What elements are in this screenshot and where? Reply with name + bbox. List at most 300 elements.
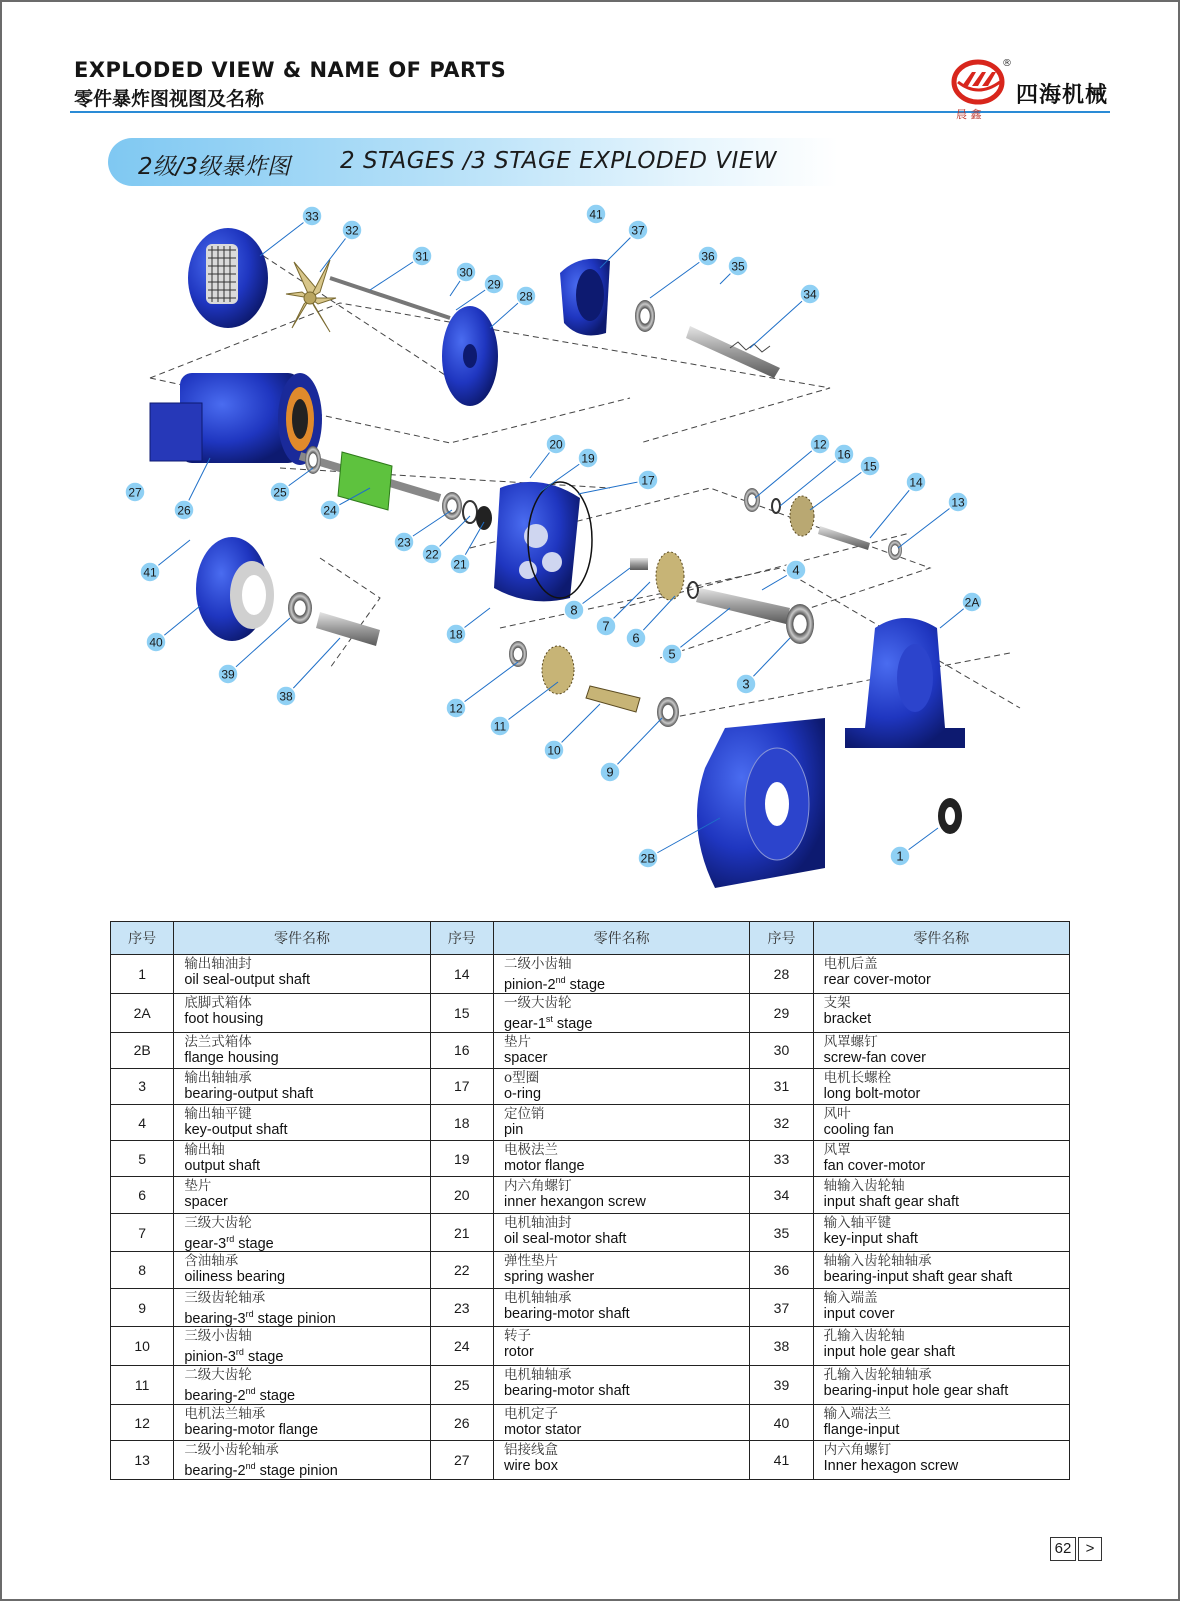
callout-17 xyxy=(638,470,658,490)
table-row xyxy=(111,1068,1070,1104)
part-name-en: long bolt-motor xyxy=(823,1085,921,1102)
part-name xyxy=(493,1177,749,1213)
part-number: 5 xyxy=(111,1141,174,1177)
svg-text:27: 27 xyxy=(128,485,142,500)
part-number: 8 xyxy=(111,1252,174,1288)
part-name xyxy=(493,993,749,1032)
callout-35 xyxy=(728,256,748,276)
callout-39 xyxy=(218,664,238,684)
foot-housing-part xyxy=(845,618,965,748)
part-name xyxy=(174,1032,430,1068)
part-name xyxy=(493,1366,749,1405)
exploded-view-diagram xyxy=(130,198,1050,903)
part-number: 12 xyxy=(111,1405,174,1441)
banner-title-en: 2 STAGES /3 STAGE EXPLODED VIEW xyxy=(340,148,778,174)
svg-text:2A: 2A xyxy=(964,595,980,610)
svg-text:10: 10 xyxy=(547,743,561,758)
part-name-cn: 风叶 xyxy=(823,1106,851,1123)
callout-2A xyxy=(962,592,982,612)
part-name-en: spacer xyxy=(184,1194,228,1211)
part-name xyxy=(813,1105,1069,1141)
callout-28 xyxy=(516,286,536,306)
bearing-39-part xyxy=(288,592,312,624)
part-name-cn: 弹性垫片 xyxy=(503,1253,558,1270)
svg-text:40: 40 xyxy=(149,635,163,650)
part-name xyxy=(813,1068,1069,1104)
part-name-cn: 输出轴 xyxy=(184,1142,225,1159)
part-name xyxy=(813,1032,1069,1068)
part-name-en: bearing-2nd stage xyxy=(184,1386,296,1405)
part-number: 31 xyxy=(750,1068,813,1104)
brand-name: 四海机械 xyxy=(1016,83,1109,108)
part-number: 35 xyxy=(750,1213,813,1252)
part-name-cn: o型圈 xyxy=(503,1069,540,1086)
callout-2B xyxy=(638,848,658,868)
part-name-cn: 三级大齿轮 xyxy=(184,1214,252,1231)
rotor-part xyxy=(300,446,440,510)
part-name-en: oil seal-output shaft xyxy=(184,972,311,988)
part-number: 24 xyxy=(430,1327,493,1366)
svg-text:28: 28 xyxy=(519,289,533,304)
part-number: 19 xyxy=(430,1141,493,1177)
svg-text:15: 15 xyxy=(863,459,877,474)
part-number: 7 xyxy=(111,1213,174,1252)
part-name-en: bearing-motor shaft xyxy=(503,1305,630,1322)
part-name-en: rotor xyxy=(503,1344,534,1361)
part-name-en: spring washer xyxy=(503,1269,595,1286)
part-number: 14 xyxy=(430,955,493,994)
part-name-en: pinion-3rd stage xyxy=(184,1347,284,1366)
svg-text:3: 3 xyxy=(742,676,750,692)
part-name-en: flange-input xyxy=(823,1422,900,1439)
part-name-en: screw-fan cover xyxy=(823,1049,926,1066)
callout-5 xyxy=(662,644,682,664)
part-name-cn: 输入端盖 xyxy=(823,1289,878,1306)
part-name-en: bearing-motor shaft xyxy=(503,1383,630,1400)
part-name xyxy=(493,1141,749,1177)
callout-24 xyxy=(320,500,340,520)
part-number: 17 xyxy=(430,1068,493,1104)
callout-21 xyxy=(450,554,470,574)
part-name xyxy=(174,1141,430,1177)
callout-20 xyxy=(546,434,566,454)
part-name-cn: 输入端法兰 xyxy=(823,1406,892,1423)
svg-text:21: 21 xyxy=(453,557,467,572)
svg-text:37: 37 xyxy=(631,223,645,238)
callout-6 xyxy=(626,628,646,648)
part-number: 16 xyxy=(430,1032,493,1068)
input-flange-part xyxy=(196,537,274,641)
part-number: 2B xyxy=(111,1032,174,1068)
part-name xyxy=(813,1441,1069,1480)
part-name-cn: 电机轴油封 xyxy=(503,1214,572,1231)
callout-33 xyxy=(302,206,322,226)
flange-housing-part xyxy=(697,718,825,888)
callout-12 xyxy=(446,698,466,718)
callout-9 xyxy=(600,762,620,782)
part-name-cn: 含油轴承 xyxy=(184,1253,239,1270)
part-name xyxy=(813,1213,1069,1252)
part-name xyxy=(813,993,1069,1032)
col-header-no: 序号 xyxy=(430,922,493,955)
col-header-name: 零件名称 xyxy=(493,922,749,955)
svg-text:2B: 2B xyxy=(640,851,656,866)
part-name-en: o-ring xyxy=(503,1085,542,1102)
svg-text:38: 38 xyxy=(279,689,293,704)
seal-21-part xyxy=(476,506,492,530)
part-number: 23 xyxy=(430,1288,493,1327)
gear-train-lower xyxy=(509,641,679,727)
part-name-en: oiliness bearing xyxy=(184,1269,286,1286)
part-name-en: output shaft xyxy=(184,1158,261,1175)
table-row xyxy=(111,1032,1070,1068)
table-row xyxy=(111,1141,1070,1177)
svg-text:19: 19 xyxy=(581,451,595,466)
callout-16 xyxy=(834,444,854,464)
part-number: 1 xyxy=(111,955,174,994)
part-number: 22 xyxy=(430,1252,493,1288)
table-row xyxy=(111,955,1070,994)
svg-text:17: 17 xyxy=(641,473,655,488)
table-row xyxy=(111,1288,1070,1327)
part-number: 11 xyxy=(111,1366,174,1405)
part-number: 30 xyxy=(750,1032,813,1068)
part-name xyxy=(493,1032,749,1068)
part-name-cn: 三级齿轮轴承 xyxy=(184,1289,266,1306)
page-number: 62 xyxy=(1050,1537,1076,1561)
part-number: 21 xyxy=(430,1213,493,1252)
callout-14 xyxy=(906,472,926,492)
bearing-23-part xyxy=(442,492,462,520)
callout-32 xyxy=(342,220,362,240)
part-number: 3 xyxy=(111,1068,174,1104)
callout-11 xyxy=(490,716,510,736)
part-name xyxy=(493,1405,749,1441)
part-name-en: input shaft gear shaft xyxy=(823,1194,960,1211)
part-name-cn: 电机长螺栓 xyxy=(823,1069,892,1086)
svg-text:16: 16 xyxy=(837,447,851,462)
table-row xyxy=(111,1405,1070,1441)
svg-text:22: 22 xyxy=(425,547,439,562)
svg-text:23: 23 xyxy=(397,535,411,550)
registered-mark: ® xyxy=(1002,58,1012,69)
page-title-cn: 零件暴炸图视图及名称 xyxy=(74,88,265,110)
part-name-en: Inner hexagon screw xyxy=(823,1458,959,1475)
part-name-cn: 二级小齿轴 xyxy=(503,956,572,972)
part-number: 33 xyxy=(750,1141,813,1177)
part-name-cn: 内六角螺钉 xyxy=(823,1442,892,1459)
part-name xyxy=(174,993,430,1032)
callout-31 xyxy=(412,246,432,266)
part-name-cn: 法兰式箱体 xyxy=(184,1033,252,1050)
part-name-cn: 垫片 xyxy=(503,1033,531,1050)
part-name-cn: 三级小齿轴 xyxy=(184,1328,252,1345)
part-name-en: bracket xyxy=(823,1010,872,1027)
part-name-en: motor stator xyxy=(503,1422,582,1439)
svg-text:4: 4 xyxy=(792,562,800,578)
part-name xyxy=(813,955,1069,994)
part-name-cn: 孔输入齿轮轴 xyxy=(823,1328,905,1345)
callout-10 xyxy=(544,740,564,760)
part-name-en: wire box xyxy=(503,1458,558,1475)
part-number: 28 xyxy=(750,955,813,994)
part-name xyxy=(174,955,430,994)
svg-text:13: 13 xyxy=(951,495,965,510)
part-name-en: inner hexangon screw xyxy=(503,1194,646,1211)
svg-text:41: 41 xyxy=(589,207,603,222)
part-name xyxy=(174,1405,430,1441)
part-name-cn: 转子 xyxy=(503,1328,531,1345)
callout-38 xyxy=(276,686,296,706)
part-name-cn: 孔输入齿轮轴轴承 xyxy=(823,1367,932,1384)
banner-title-cn: 2级/3级暴炸图 xyxy=(138,154,291,180)
part-name xyxy=(813,1252,1069,1288)
callout-4 xyxy=(786,560,806,580)
part-name-en: foot housing xyxy=(184,1010,264,1027)
callout-22 xyxy=(422,544,442,564)
part-name-cn: 风罩螺钉 xyxy=(823,1033,878,1050)
svg-text:34: 34 xyxy=(803,287,817,302)
part-name-en: bearing-input hole gear shaft xyxy=(823,1383,1009,1400)
part-number: 40 xyxy=(750,1405,813,1441)
col-header-name: 零件名称 xyxy=(174,922,430,955)
part-number: 39 xyxy=(750,1366,813,1405)
svg-text:12: 12 xyxy=(813,437,827,452)
rear-cover-motor-part xyxy=(442,306,498,406)
part-name xyxy=(174,1177,430,1213)
part-number: 15 xyxy=(430,993,493,1032)
svg-text:20: 20 xyxy=(549,437,563,452)
svg-text:30: 30 xyxy=(459,265,473,280)
svg-text:33: 33 xyxy=(305,209,319,224)
svg-text:11: 11 xyxy=(493,719,507,734)
svg-text:32: 32 xyxy=(345,223,359,238)
part-name-cn: 轴输入齿轮轴轴承 xyxy=(823,1253,932,1270)
part-name xyxy=(493,1068,749,1104)
callout-8 xyxy=(564,600,584,620)
part-number: 6 xyxy=(111,1177,174,1213)
part-name xyxy=(493,1327,749,1366)
table-row xyxy=(111,1327,1070,1366)
table-row xyxy=(111,1177,1070,1213)
part-number: 34 xyxy=(750,1177,813,1213)
part-number: 26 xyxy=(430,1405,493,1441)
part-name-cn: 定位销 xyxy=(503,1106,545,1123)
callout-15 xyxy=(860,456,880,476)
svg-text:6: 6 xyxy=(632,630,640,646)
part-number: 10 xyxy=(111,1327,174,1366)
part-name-en: oil seal-motor shaft xyxy=(503,1230,627,1247)
part-name-cn: 输出轴油封 xyxy=(184,956,252,972)
table-row xyxy=(111,1366,1070,1405)
col-header-name: 零件名称 xyxy=(813,922,1069,955)
part-name-cn: 输出轴轴承 xyxy=(184,1069,252,1086)
callout-41 xyxy=(140,562,160,582)
part-name-en: key-input shaft xyxy=(823,1230,918,1247)
part-name-en: input hole gear shaft xyxy=(823,1344,956,1361)
part-name-cn: 轴输入齿轮轴 xyxy=(823,1178,905,1195)
table-row xyxy=(111,1105,1070,1141)
part-name-cn: 底脚式箱体 xyxy=(184,994,252,1011)
svg-text:29: 29 xyxy=(487,277,501,292)
part-name-en: bearing-3rd stage pinion xyxy=(184,1308,336,1327)
svg-text:14: 14 xyxy=(909,475,923,490)
callout-1 xyxy=(890,846,910,866)
part-name-cn: 铝接线盒 xyxy=(503,1442,558,1459)
col-header-no: 序号 xyxy=(750,922,813,955)
svg-text:8: 8 xyxy=(570,602,578,618)
part-name-cn: 电机定子 xyxy=(503,1406,558,1423)
part-number: 20 xyxy=(430,1177,493,1213)
svg-text:24: 24 xyxy=(323,503,337,518)
part-name xyxy=(813,1405,1069,1441)
part-name xyxy=(174,1327,430,1366)
part-name xyxy=(174,1366,430,1405)
part-name-cn: 内六角螺钉 xyxy=(503,1178,572,1195)
part-name-cn: 电机轴轴承 xyxy=(503,1289,572,1306)
svg-text:1: 1 xyxy=(896,848,904,864)
part-name-en: gear-3rd stage xyxy=(184,1233,274,1252)
part-name-en: bearing-motor flange xyxy=(184,1422,319,1439)
part-name xyxy=(493,1441,749,1480)
logo-chars: 晨 鑫 xyxy=(956,108,982,121)
part-name-cn: 一级大齿轮 xyxy=(503,994,572,1011)
callout-36 xyxy=(698,246,718,266)
table-row xyxy=(111,1252,1070,1288)
svg-text:41: 41 xyxy=(143,565,157,580)
input-hole-gear-shaft-part xyxy=(316,612,380,646)
part-name-en: pinion-2nd stage xyxy=(503,975,606,993)
part-name-en: rear cover-motor xyxy=(823,972,931,988)
table-row xyxy=(111,1213,1070,1252)
part-name-en: motor flange xyxy=(503,1158,585,1175)
part-number: 25 xyxy=(430,1366,493,1405)
part-name-cn: 支架 xyxy=(823,994,851,1011)
bearing-36-part xyxy=(635,300,655,332)
svg-text:36: 36 xyxy=(701,249,715,264)
page-title-en: EXPLODED VIEW & NAME OF PARTS xyxy=(74,58,507,82)
svg-text:18: 18 xyxy=(449,627,463,642)
callout-37 xyxy=(628,220,648,240)
motor-flange-part xyxy=(494,482,592,601)
motor-stator-part xyxy=(150,373,322,465)
part-number: 29 xyxy=(750,993,813,1032)
part-name xyxy=(813,1177,1069,1213)
part-name-cn: 电机后盖 xyxy=(823,956,878,972)
svg-text:7: 7 xyxy=(602,618,610,634)
callout-18 xyxy=(446,624,466,644)
part-name-cn: 输出轴平键 xyxy=(184,1106,252,1123)
part-number: 37 xyxy=(750,1288,813,1327)
svg-text:5: 5 xyxy=(668,646,676,662)
part-number: 36 xyxy=(750,1252,813,1288)
table-row xyxy=(111,1441,1070,1480)
part-name-cn: 风罩 xyxy=(823,1142,851,1159)
next-page-button[interactable]: > xyxy=(1078,1537,1102,1561)
callout-7 xyxy=(596,616,616,636)
part-name-en: spacer xyxy=(503,1049,548,1066)
table-header-row xyxy=(111,922,1070,955)
callout-3 xyxy=(736,674,756,694)
callout-40 xyxy=(146,632,166,652)
part-number: 9 xyxy=(111,1288,174,1327)
part-name xyxy=(813,1141,1069,1177)
svg-text:25: 25 xyxy=(273,485,287,500)
part-name-en: bearing-input shaft gear shaft xyxy=(823,1269,1013,1286)
part-name-en: cooling fan xyxy=(823,1122,894,1139)
part-name-en: key-output shaft xyxy=(184,1122,288,1139)
input-cover-part xyxy=(560,259,610,336)
part-number: 2A xyxy=(111,993,174,1032)
parts-table xyxy=(110,921,1070,1480)
callout-26 xyxy=(174,500,194,520)
part-number: 38 xyxy=(750,1327,813,1366)
svg-text:39: 39 xyxy=(221,667,235,682)
washer-22-part xyxy=(463,501,477,523)
part-name xyxy=(493,1252,749,1288)
part-name-cn: 电极法兰 xyxy=(503,1142,558,1159)
col-header-no: 序号 xyxy=(111,922,174,955)
svg-text:26: 26 xyxy=(177,503,191,518)
fan-cover-part xyxy=(188,228,268,328)
part-number: 4 xyxy=(111,1105,174,1141)
part-name-cn: 电机轴轴承 xyxy=(503,1367,572,1384)
part-number: 13 xyxy=(111,1441,174,1480)
part-name xyxy=(174,1252,430,1288)
part-name xyxy=(174,1288,430,1327)
part-name-cn: 电机法兰轴承 xyxy=(184,1406,266,1423)
svg-text:35: 35 xyxy=(731,259,745,274)
part-name-cn: 输入轴平键 xyxy=(823,1214,892,1231)
part-name-en: fan cover-motor xyxy=(823,1158,926,1175)
part-name-en: flange housing xyxy=(184,1049,279,1066)
callout-41 xyxy=(586,204,606,224)
part-name-cn: 二级大齿轮 xyxy=(184,1367,252,1384)
callout-25 xyxy=(270,482,290,502)
svg-text:9: 9 xyxy=(606,764,614,780)
callout-27 xyxy=(125,482,145,502)
part-name xyxy=(174,1105,430,1141)
part-name xyxy=(174,1068,430,1104)
part-name xyxy=(493,1105,749,1141)
callout-12 xyxy=(810,434,830,454)
part-number: 41 xyxy=(750,1441,813,1480)
callout-23 xyxy=(394,532,414,552)
part-name-en: bearing-output shaft xyxy=(184,1085,314,1102)
part-name xyxy=(813,1327,1069,1366)
part-name xyxy=(174,1213,430,1252)
part-name-en: pin xyxy=(503,1122,524,1139)
part-name xyxy=(493,1288,749,1327)
callout-34 xyxy=(800,284,820,304)
part-number: 32 xyxy=(750,1105,813,1141)
callout-30 xyxy=(456,262,476,282)
company-logo xyxy=(950,56,1012,122)
part-number: 18 xyxy=(430,1105,493,1141)
part-name-en: gear-1st stage xyxy=(503,1013,593,1032)
part-name xyxy=(493,1213,749,1252)
callout-13 xyxy=(948,492,968,512)
callout-19 xyxy=(578,448,598,468)
part-name-en: input cover xyxy=(823,1305,895,1322)
part-name xyxy=(493,955,749,994)
part-name xyxy=(174,1441,430,1480)
table-row xyxy=(111,993,1070,1032)
svg-text:31: 31 xyxy=(415,249,429,264)
part-name-cn: 垫片 xyxy=(184,1178,212,1195)
callout-29 xyxy=(484,274,504,294)
page-navigation xyxy=(1050,1537,1102,1561)
